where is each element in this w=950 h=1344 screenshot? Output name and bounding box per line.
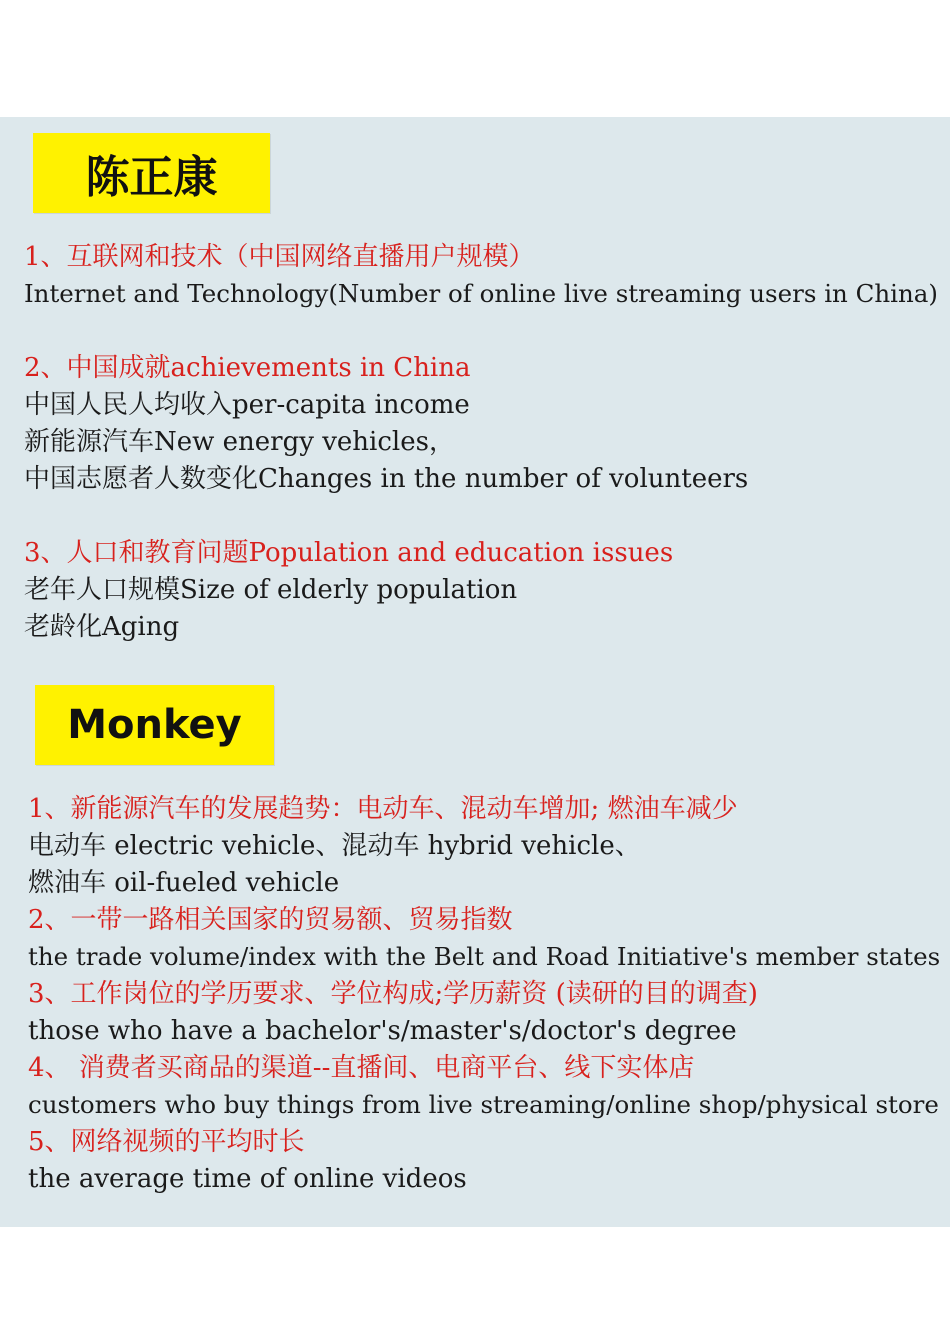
- topic-heading: 3、人口和教育问题Population and education issues: [24, 538, 674, 568]
- section-title-badge: 陈正康: [33, 133, 270, 213]
- topic-line: customers who buy things from live streaming/online shop/physical store: [28, 1090, 939, 1119]
- topic-line: the trade volume/index with the Belt and Road Initiative's member states: [28, 942, 941, 971]
- topic-line: 中国志愿者人数变化Changes in the number of volunteers: [24, 464, 749, 494]
- topic-line: 燃油车 oil-fueled vehicle: [28, 868, 340, 898]
- topic-heading: 2、中国成就achievements in China: [24, 353, 471, 383]
- topic-line: 老年人口规模Size of elderly population: [24, 575, 518, 605]
- topic-heading: 3、工作岗位的学历要求、学位构成;学历薪资 (读研的目的调查): [28, 979, 758, 1009]
- topic-line: Internet and Technology(Number of online live streaming users in China): [24, 279, 938, 308]
- topic-line: 老龄化Aging: [24, 612, 180, 642]
- topic-line: 新能源汽车New energy vehicles，: [24, 427, 455, 457]
- topic-line: 中国人民人均收入per-capita income: [24, 390, 470, 420]
- topic-heading: 5、网络视频的平均时长: [28, 1127, 305, 1157]
- topic-line: the average time of online videos: [28, 1164, 467, 1194]
- topic-heading: 4、 消费者买商品的渠道--直播间、电商平台、线下实体店: [28, 1053, 695, 1083]
- topic-heading: 1、互联网和技术（中国网络直播用户规模）: [24, 242, 535, 272]
- topic-line: 电动车 electric vehicle、混动车 hybrid vehicle、: [28, 831, 641, 861]
- topic-heading: 2、一带一路相关国家的贸易额、贸易指数: [28, 905, 513, 935]
- topic-heading: 1、新能源汽车的发展趋势：电动车、混动车增加; 燃油车减少: [28, 794, 738, 824]
- section-title-badge: Monkey: [35, 685, 274, 765]
- topic-line: those who have a bachelor's/master's/doctor's degree: [28, 1016, 737, 1046]
